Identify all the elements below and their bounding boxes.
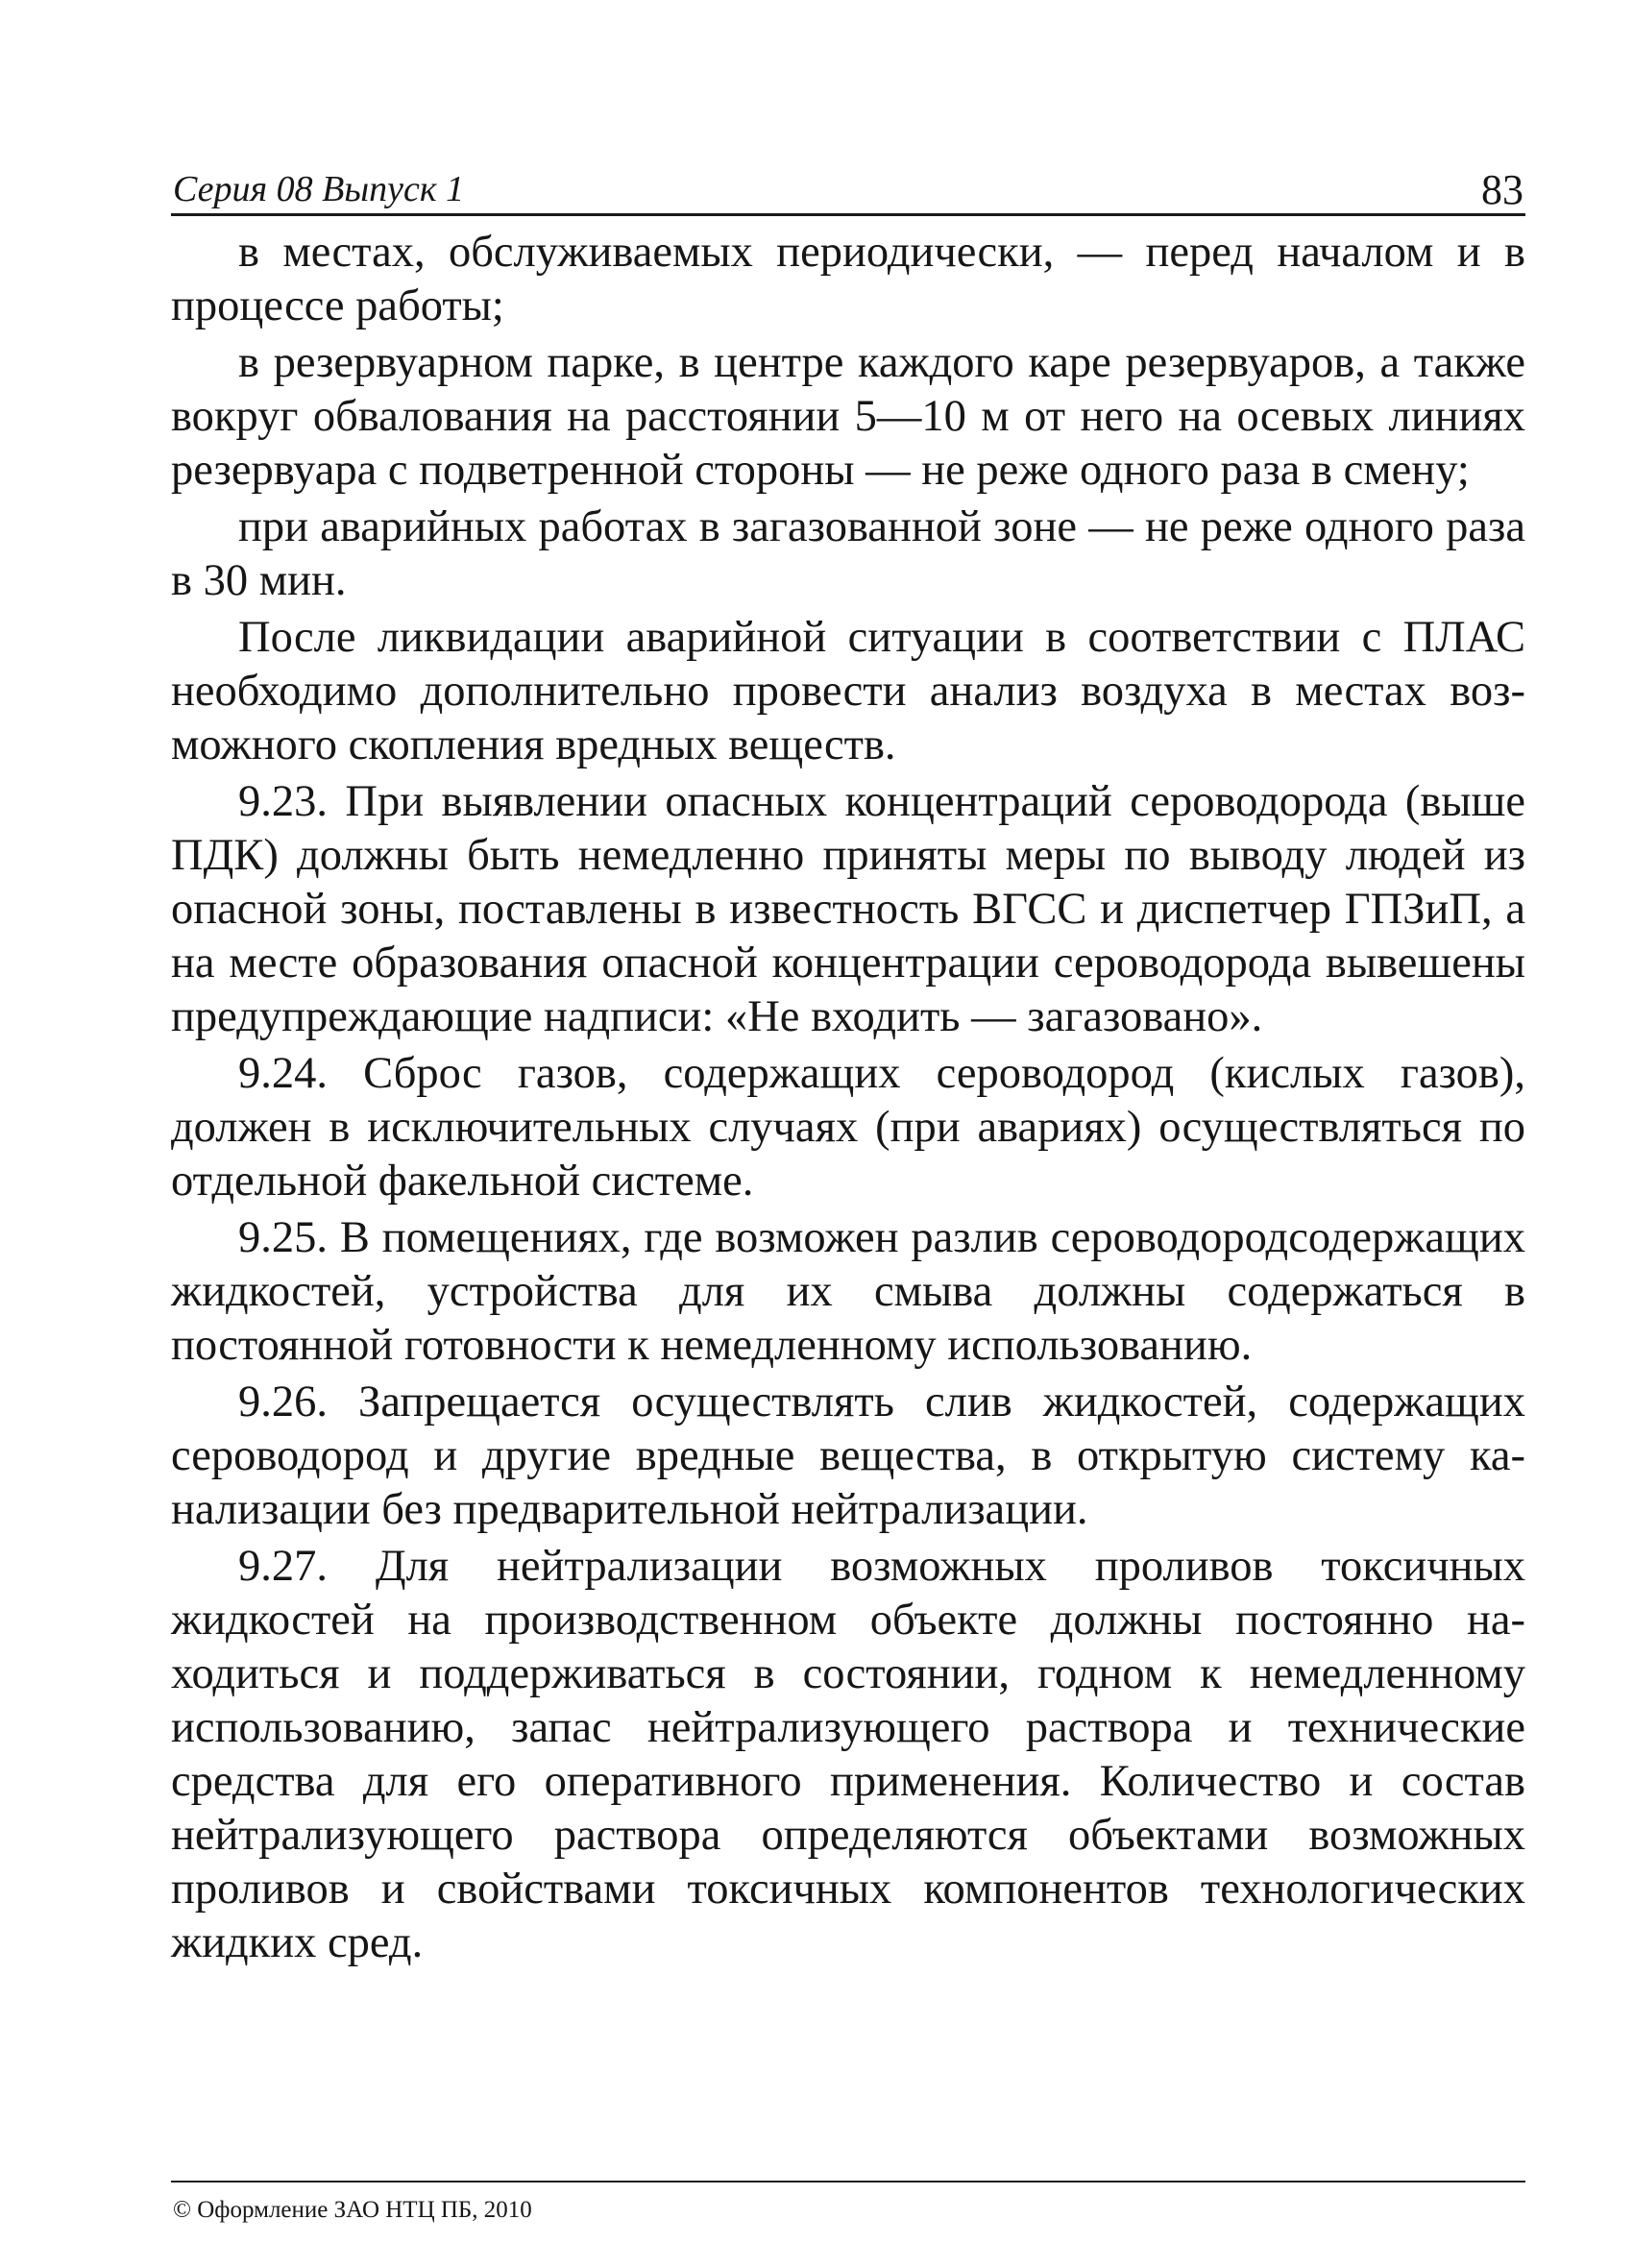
- paragraph-tank-farm: в резервуарном парке, в центре каждого каре резервуаров, а также вокруг обвалования на расстоянии 5—10 м от него на осевых линиях резервуара с подветренной стороны — не реже одного раза в смену;: [171, 338, 1525, 495]
- copyright-notice: © Оформление ЗАО НТЦ ПБ, 2010: [173, 2197, 532, 2223]
- paragraph-after-liquidation: После ликвидации аварийной ситуации в соответствии с ПЛАС необходимо дополнительно провести анализ воздуха в местах возможного скопления вредных веществ.: [171, 613, 1525, 769]
- paragraph-periodic-areas: в местах, обслуживаемых периодически, — перед началом и в процессе работы;: [171, 228, 1525, 330]
- page-footer: [171, 2181, 1525, 2222]
- paragraph-9-27: 9.27. Для нейтрализации возможных проливов токсичных жидкостей на производственном объекте должны постоянно находиться и поддерживаться в состоянии, годном к немедленному использованию, запас нейтрализующего раствора и технические средства для его оперативного применения. Количество и состав нейтрализующего раствора определяются объектами возможных проливов и свойствами токсичных компонентов технологических жидких сред.: [171, 1542, 1525, 1967]
- running-header: [171, 154, 1525, 216]
- page-number: 83: [1481, 166, 1523, 213]
- paragraph-9-25: 9.25. В помещениях, где возможен разлив сероводородсодержащих жидкостей, устройства для их смыва должны содержаться в постоянной готовности к немедленному использованию.: [171, 1213, 1525, 1370]
- paragraph-9-26: 9.26. Запрещается осуществлять слив жидкостей, содержащих сероводород и другие вредные вещества, в открытую систему канализации без предварительной нейтрализации.: [171, 1378, 1525, 1534]
- series-title: Серия 08 Выпуск 1: [173, 169, 465, 209]
- paragraph-emergency-works: при аварийных работах в загазованной зоне — не реже одного раза в 30 мин.: [171, 502, 1525, 605]
- paragraph-9-24: 9.24. Сброс газов, содержащих сероводород (кислых газов), должен в исключительных случаях (при авариях) осуществляться по отдельной факельной системе.: [171, 1049, 1525, 1206]
- body-text: [171, 226, 1525, 1970]
- paragraph-9-23: 9.23. При выявлении опасных концентраций сероводорода (выше ПДК) должны быть немедленно приняты меры по выводу людей из опасной зоны, поставлены в известность ВГСС и диспетчер ГПЗиП, а на месте образования опасной концентрации сероводорода вывешены предупреждающие надписи: «Не входить — загазовано».: [171, 777, 1525, 1041]
- page: [171, 154, 1525, 1973]
